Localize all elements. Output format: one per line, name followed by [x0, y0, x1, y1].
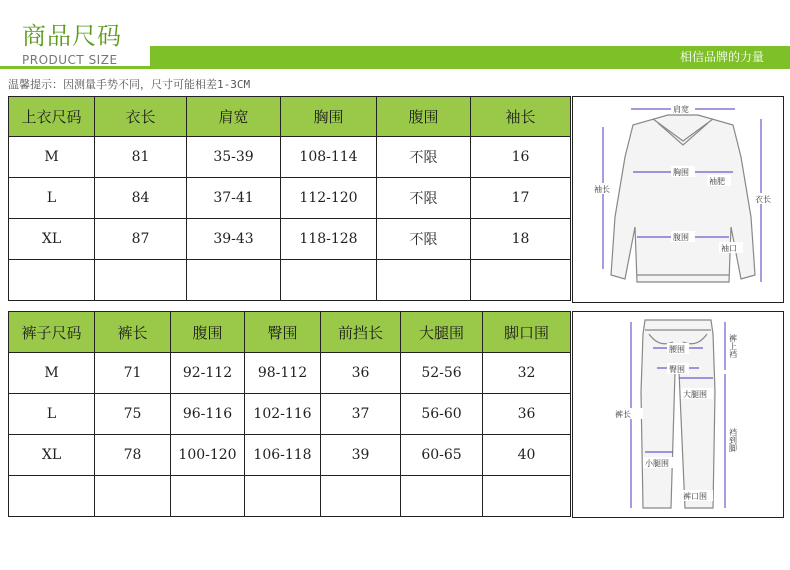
table-cell: 56-60 [401, 394, 483, 435]
table-cell: 18 [471, 219, 571, 260]
knee-label: 小腿围 [645, 459, 669, 468]
table-cell: L [9, 394, 95, 435]
table-cell [377, 260, 471, 301]
table-cell [9, 260, 95, 301]
table-cell: 39-43 [187, 219, 281, 260]
table-cell: 96-116 [171, 394, 245, 435]
table-cell: 39 [321, 435, 401, 476]
chest-label: 胸围 [673, 168, 689, 177]
table-cell [281, 260, 377, 301]
table-cell: 不限 [377, 219, 471, 260]
header-cell: 腹围 [377, 97, 471, 137]
table-cell: 37-41 [187, 178, 281, 219]
pants-measurement-diagram [572, 311, 784, 518]
page-subtitle: PRODUCT SIZE [22, 53, 118, 67]
header-cell: 前挡长 [321, 312, 401, 353]
thigh-label: 大腿围 [683, 390, 707, 399]
shoulder-label: 肩宽 [673, 105, 689, 114]
table-cell [471, 260, 571, 301]
waist-label: 腹围 [673, 233, 689, 242]
table-cell [245, 476, 321, 517]
table-cell: 102-116 [245, 394, 321, 435]
table-cell: XL [9, 219, 95, 260]
table-cell: 不限 [377, 178, 471, 219]
table-row [9, 137, 571, 178]
header-cell: 裤子尺码 [9, 312, 95, 353]
top-size-table [8, 96, 571, 301]
header-cell: 胸围 [281, 97, 377, 137]
table-cell: 52-56 [401, 353, 483, 394]
table-cell: XL [9, 435, 95, 476]
hip-label: 臀围 [669, 365, 685, 374]
table-cell: 78 [95, 435, 171, 476]
table-cell: M [9, 137, 95, 178]
table-cell: 100-120 [171, 435, 245, 476]
table-row [9, 394, 571, 435]
shirt-measurement-diagram [572, 96, 784, 303]
hem-label: 裤口围 [683, 492, 707, 501]
rise-label: 裤上裆 [728, 334, 738, 358]
header-cell: 上衣尺码 [9, 97, 95, 137]
table-cell: 60-65 [401, 435, 483, 476]
table-cell: 87 [95, 219, 187, 260]
table-row [9, 260, 571, 301]
table-cell [321, 476, 401, 517]
table-cell: 92-112 [171, 353, 245, 394]
header-cell: 脚口围 [483, 312, 571, 353]
size-hint: 温馨提示：因测量手势不同，尺寸可能相差1-3CM [8, 78, 251, 91]
header-cell: 袖长 [471, 97, 571, 137]
table-header-row [9, 97, 571, 137]
table-cell: M [9, 353, 95, 394]
table-cell: 17 [471, 178, 571, 219]
header-cell: 裤长 [95, 312, 171, 353]
table-cell: 71 [95, 353, 171, 394]
table-cell: 40 [483, 435, 571, 476]
table-row [9, 178, 571, 219]
table-cell [9, 476, 95, 517]
table-cell: 36 [321, 353, 401, 394]
shirt-illustration [573, 97, 783, 302]
table-cell: 108-114 [281, 137, 377, 178]
bottom-size-table [8, 311, 571, 517]
table-cell: 36 [483, 394, 571, 435]
table-row [9, 353, 571, 394]
header-cell: 肩宽 [187, 97, 281, 137]
table-cell: 81 [95, 137, 187, 178]
header-rule [0, 66, 790, 69]
table-cell [187, 260, 281, 301]
inseam-label: 裆到脚 [728, 428, 738, 452]
page-title: 商品尺码 [22, 22, 122, 50]
header-cell: 衣长 [95, 97, 187, 137]
cuff-label: 袖口 [721, 244, 737, 253]
table-cell [171, 476, 245, 517]
table-header-row [9, 312, 571, 353]
table-cell: 75 [95, 394, 171, 435]
length-label: 裤长 [615, 410, 631, 419]
table-cell: 16 [471, 137, 571, 178]
header-cell: 腹围 [171, 312, 245, 353]
sleeve-width-label: 袖肥 [709, 177, 725, 186]
table-cell: 112-120 [281, 178, 377, 219]
table-cell: 32 [483, 353, 571, 394]
header-cell: 大腿围 [401, 312, 483, 353]
table-cell: 35-39 [187, 137, 281, 178]
table-cell: 118-128 [281, 219, 377, 260]
table-row [9, 476, 571, 517]
table-row [9, 219, 571, 260]
table-cell: 106-118 [245, 435, 321, 476]
table-row [9, 435, 571, 476]
table-cell [95, 260, 187, 301]
header-cell: 臀围 [245, 312, 321, 353]
table-cell [483, 476, 571, 517]
table-cell: 84 [95, 178, 187, 219]
brand-slogan: 相信品牌的力量 [679, 50, 764, 64]
table-cell [401, 476, 483, 517]
table-cell: 不限 [377, 137, 471, 178]
body-length-label: 衣长 [755, 195, 771, 204]
table-cell [95, 476, 171, 517]
table-cell: 98-112 [245, 353, 321, 394]
pants-illustration [573, 312, 783, 517]
table-cell: L [9, 178, 95, 219]
waist-label: 腰围 [669, 345, 685, 354]
table-cell: 37 [321, 394, 401, 435]
sleeve-label: 袖长 [594, 185, 610, 194]
